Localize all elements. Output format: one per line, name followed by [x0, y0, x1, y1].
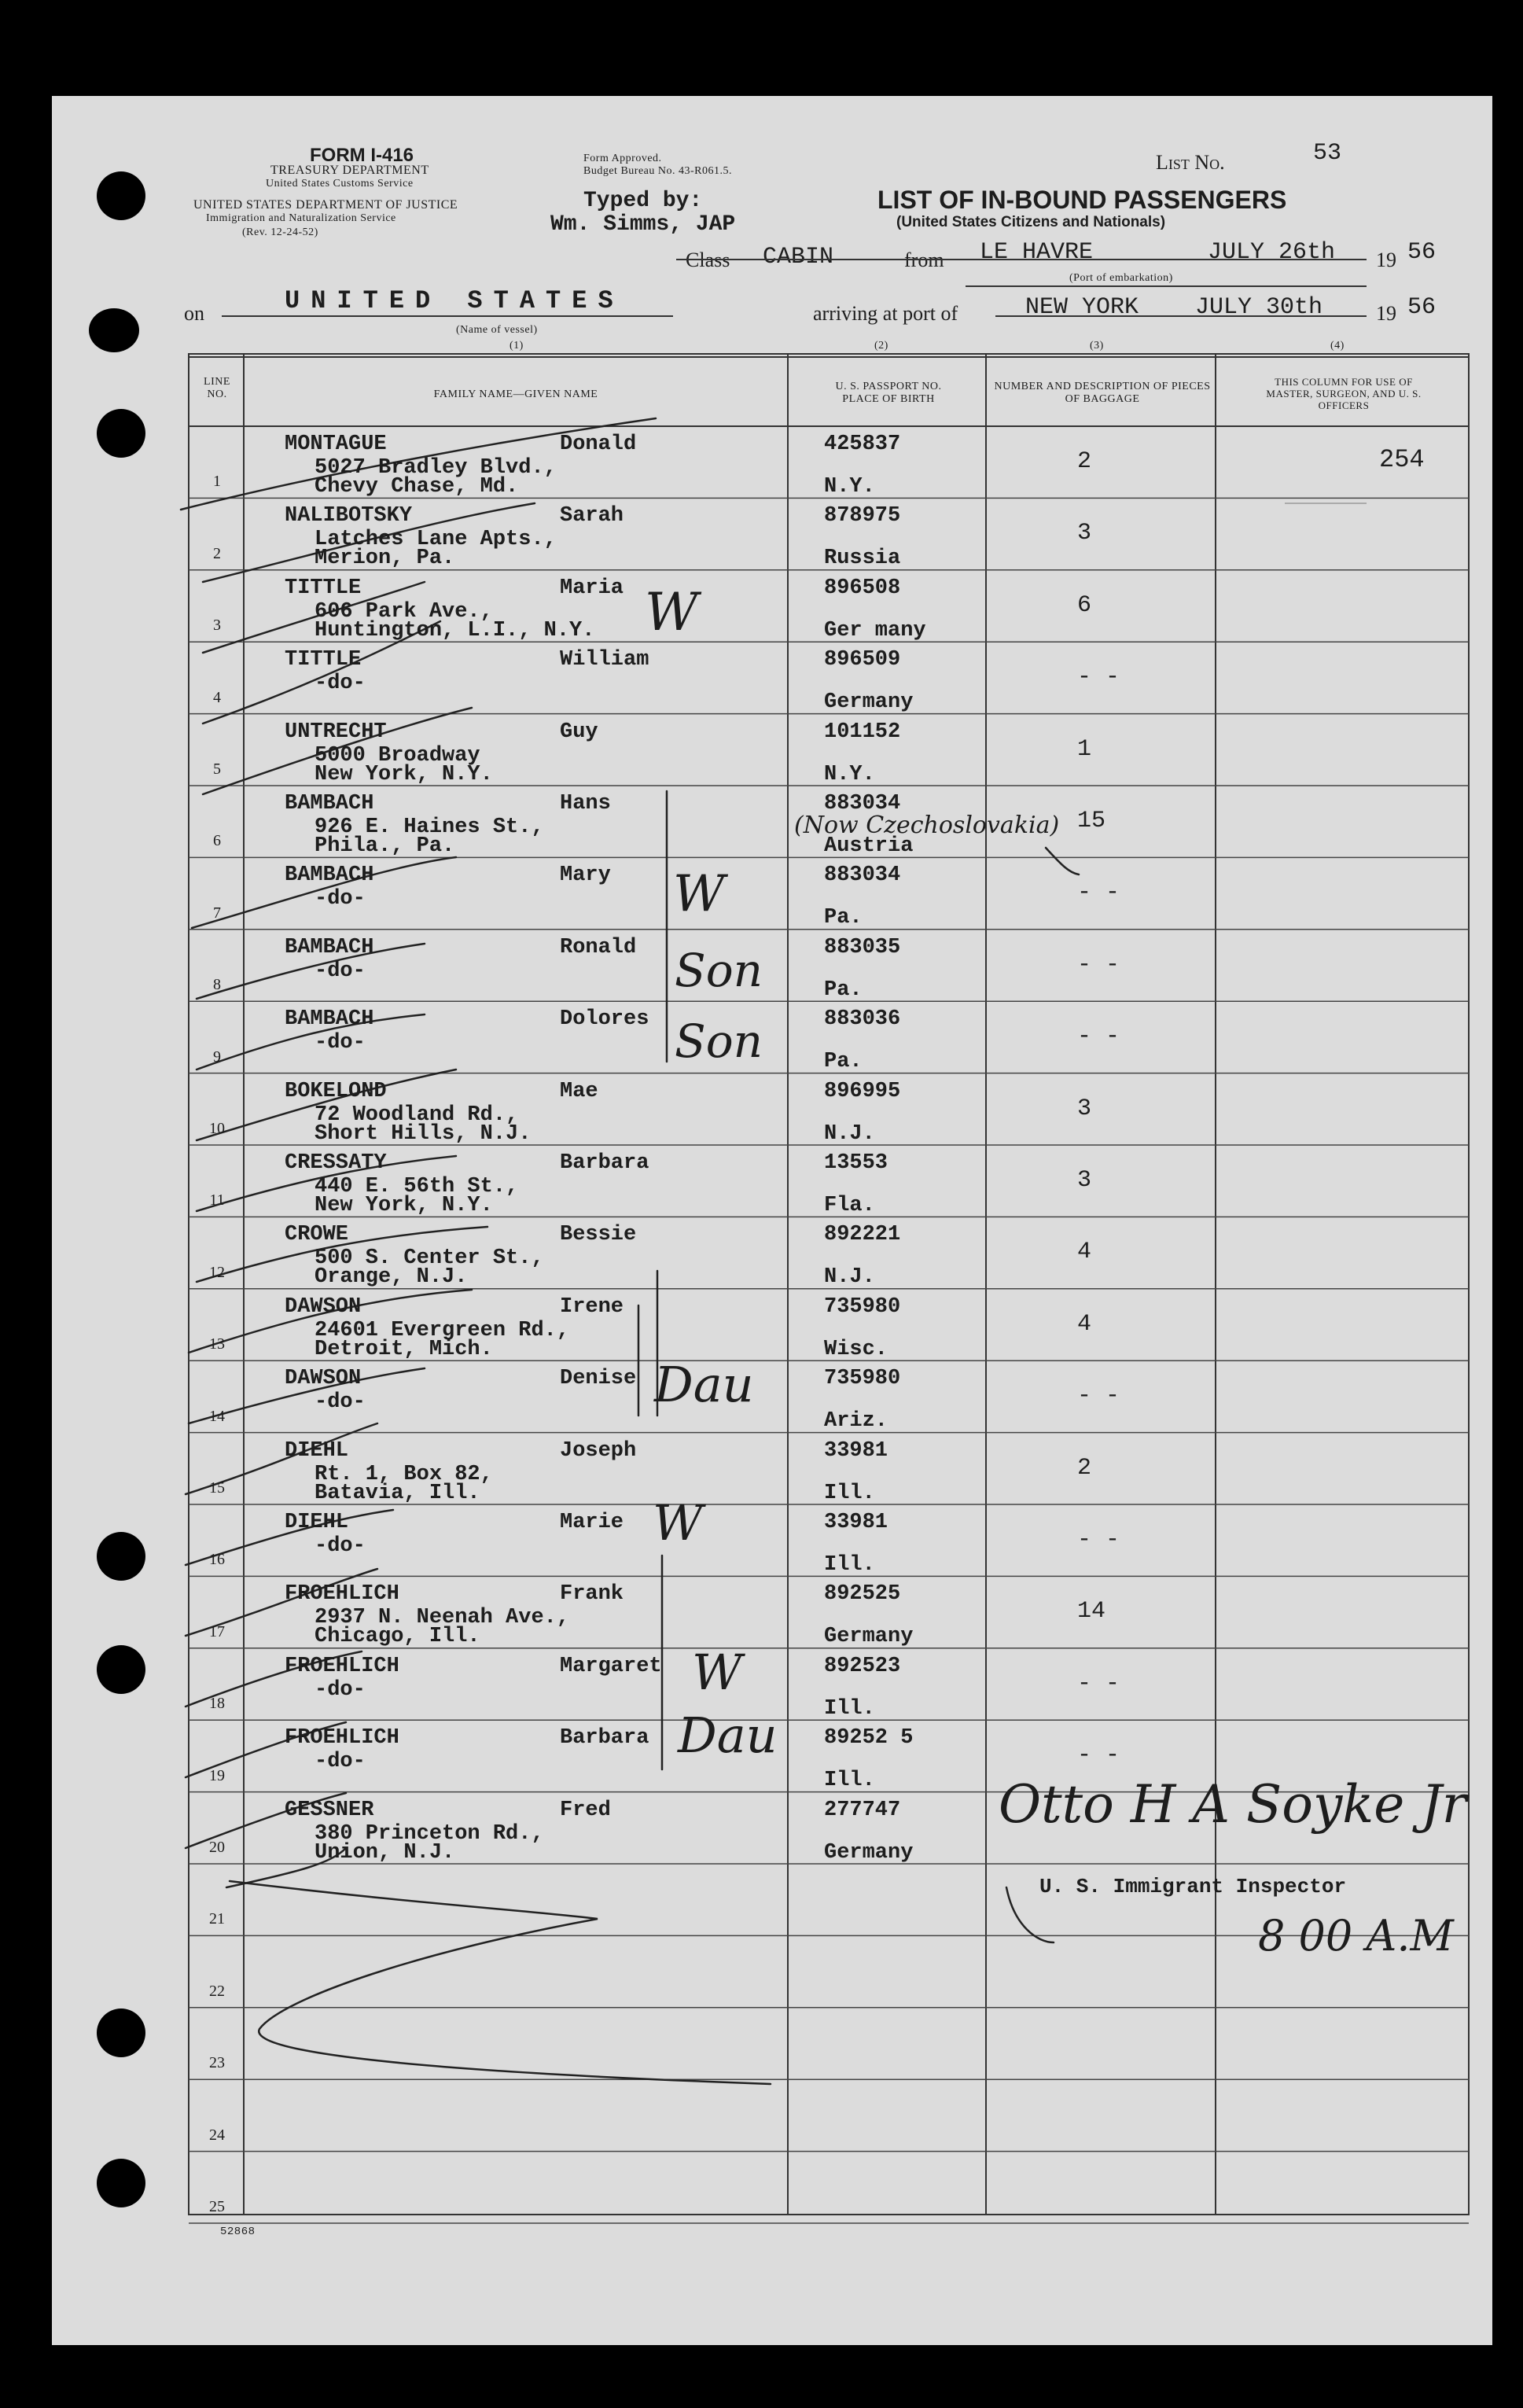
form-subtitle: (United States Citizens and Nationals)	[896, 214, 1166, 230]
passport-number: 883035	[824, 935, 901, 959]
list-no: 53	[1313, 140, 1342, 167]
address-line-1: 72 Woodland Rd.,	[315, 1103, 519, 1127]
embark-date: JULY 26th	[1208, 239, 1336, 266]
address-line-1: 380 Princeton Rd.,	[315, 1821, 544, 1846]
passport-number: 896508	[824, 576, 901, 600]
baggage-count: - -	[1077, 1742, 1120, 1769]
place-of-birth: Pa.	[824, 906, 863, 930]
passport-number: 735980	[824, 1367, 901, 1391]
place-of-birth: Pa.	[824, 1050, 863, 1074]
given-name: Marie	[560, 1511, 624, 1534]
passport-number: 33981	[824, 1438, 888, 1463]
place-of-birth: Ill.	[824, 1481, 875, 1505]
annotation-son: Son	[675, 1014, 763, 1068]
arrival-time: 8 00 A.M	[1258, 1911, 1454, 1961]
arrival-port: NEW YORK	[1025, 294, 1139, 321]
given-name: Maria	[560, 576, 624, 600]
passport-number: 883034	[824, 863, 901, 888]
revision-date: (Rev. 12-24-52)	[242, 226, 318, 238]
baggage-count: 6	[1077, 591, 1092, 619]
line-number: 22	[209, 1982, 225, 2000]
given-name: Joseph	[560, 1438, 637, 1463]
baggage-count: - -	[1077, 1670, 1120, 1697]
header-line-no: LINE NO.	[204, 376, 230, 400]
baggage-count: - -	[1077, 664, 1120, 691]
line-number: 16	[209, 1551, 225, 1569]
family-name: DIEHL	[285, 1511, 349, 1534]
line-number: 5	[213, 760, 221, 778]
line-number: 18	[209, 1695, 225, 1713]
place-of-birth: Ariz.	[824, 1409, 888, 1434]
place-of-birth: Austria	[824, 834, 914, 858]
col4-number: (4)	[1330, 340, 1345, 352]
given-name: Mary	[560, 863, 611, 888]
address-line-1: 24601 Evergreen Rd.,	[315, 1318, 570, 1342]
given-name: Barbara	[560, 1151, 649, 1175]
address-line-2: Chicago, Ill.	[315, 1625, 480, 1649]
line-number: 24	[209, 2126, 225, 2144]
annotation-w: W	[673, 865, 725, 923]
vessel-name: UNITED STATES	[285, 286, 624, 315]
line-number: 8	[213, 976, 221, 994]
given-name: Barbara	[560, 1726, 649, 1751]
col3-number: (3)	[1090, 340, 1104, 352]
annotation-dau: Dau	[654, 1356, 754, 1413]
given-name: Donald	[560, 433, 637, 456]
address-line-2: Union, N.J.	[315, 1840, 455, 1865]
vessel-caption: (Name of vessel)	[456, 324, 538, 336]
passport-number: 425837	[824, 433, 901, 456]
place-of-birth: Ill.	[824, 1769, 875, 1793]
col2-number: (2)	[874, 340, 888, 352]
address-line-1: -do-	[315, 1390, 366, 1415]
line-number: 14	[209, 1407, 225, 1425]
col1-number: (1)	[510, 340, 524, 352]
family-name: CRESSATY	[285, 1151, 387, 1175]
address-line-1: 440 E. 56th St.,	[315, 1175, 519, 1198]
place-of-birth: Ill.	[824, 1553, 875, 1577]
on-label: on	[184, 302, 204, 325]
passport-number: 735980	[824, 1294, 901, 1319]
address-line-2: Merion, Pa.	[315, 547, 455, 571]
header-officers: THIS COLUMN FOR USE OF MASTER, SURGEON, AND U. S. OFFICERS	[1266, 376, 1422, 411]
line-number: 7	[213, 904, 221, 922]
given-name: Irene	[560, 1294, 624, 1319]
family-name: TITTLE	[285, 648, 362, 672]
place-of-birth: Germany	[824, 1625, 914, 1649]
baggage-count: 3	[1077, 520, 1092, 547]
line-number: 6	[213, 832, 221, 850]
family-name: DAWSON	[285, 1294, 362, 1319]
line-number: 10	[209, 1120, 225, 1137]
line-number: 20	[209, 1839, 225, 1856]
place-of-birth: N.Y.	[824, 475, 875, 499]
baggage-count: 4	[1077, 1239, 1092, 1266]
line-number: 19	[209, 1766, 225, 1784]
passport-number: 892523	[824, 1654, 901, 1678]
class-value: CABIN	[763, 244, 834, 271]
address-line-1: -do-	[315, 887, 366, 911]
family-name: NALIBOTSKY	[285, 504, 413, 528]
address-line-1: 2937 N. Neenah Ave.,	[315, 1606, 570, 1630]
family-name: BAMBACH	[285, 935, 374, 959]
line-number: 21	[209, 1910, 225, 1928]
baggage-count: 1	[1077, 735, 1092, 763]
line-number: 25	[209, 2198, 225, 2215]
family-name: CROWE	[285, 1223, 349, 1247]
annotation-w: W	[692, 1644, 742, 1701]
baggage-count: 14	[1077, 1598, 1106, 1626]
arrival-date: JULY 30th	[1195, 294, 1323, 321]
line-number: 9	[213, 1048, 221, 1066]
baggage-count: - -	[1077, 951, 1120, 978]
line-number: 11	[209, 1191, 225, 1210]
form-approved: Form Approved.	[583, 153, 662, 164]
family-name: BAMBACH	[285, 863, 374, 888]
treasury-dept: TREASURY DEPARTMENT	[270, 164, 429, 177]
passport-number: 883036	[824, 1007, 901, 1032]
family-name: BAMBACH	[285, 1007, 374, 1032]
given-name: Bessie	[560, 1223, 637, 1247]
given-name: Mae	[560, 1079, 598, 1103]
place-of-birth: Germany	[824, 690, 914, 715]
line-number: 15	[209, 1479, 225, 1497]
address-line-1: Latches Lane Apts.,	[315, 528, 557, 552]
justice-dept: UNITED STATES DEPARTMENT OF JUSTICE	[193, 198, 458, 212]
given-name: Fred	[560, 1798, 611, 1822]
passport-number: 277747	[824, 1798, 901, 1822]
line-number: 1	[213, 473, 221, 491]
year-prefix: 19	[1376, 249, 1396, 271]
place-of-birth: Ger many	[824, 618, 926, 643]
family-name: MONTAGUE	[285, 433, 387, 456]
from-label: from	[904, 249, 944, 271]
address-line-2: Chevy Chase, Md.	[315, 475, 519, 499]
year-prefix-2: 19	[1376, 302, 1396, 325]
address-line-1: -do-	[315, 1534, 366, 1558]
line-number: 23	[209, 2054, 225, 2072]
baggage-count: - -	[1077, 1526, 1120, 1553]
family-name: BOKELOND	[285, 1079, 387, 1103]
baggage-count: 3	[1077, 1167, 1092, 1194]
line-number: 2	[213, 544, 221, 562]
port-embark-caption: (Port of embarkation)	[1069, 272, 1173, 284]
place-of-birth: Germany	[824, 1840, 914, 1865]
embark-port: LE HAVRE	[980, 239, 1094, 266]
inspector-title: U. S. Immigrant Inspector	[1039, 1875, 1347, 1898]
annotation-w: W	[645, 582, 698, 643]
passport-number: 33981	[824, 1511, 888, 1534]
given-name: Hans	[560, 792, 611, 816]
family-name: FROEHLICH	[285, 1654, 399, 1678]
address-line-1: -do-	[315, 1677, 366, 1702]
address-line-1: -do-	[315, 1750, 366, 1774]
line-number: 13	[209, 1335, 225, 1353]
address-line-1: -do-	[315, 959, 366, 983]
address-line-1: 5027 Bradley Blvd.,	[315, 456, 557, 480]
given-name: Guy	[560, 720, 598, 744]
typed-by-label: Typed by:	[583, 189, 703, 213]
arrival-year: 56	[1407, 294, 1437, 321]
place-of-birth: N.J.	[824, 1265, 875, 1290]
form-title: LIST OF IN-BOUND PASSENGERS	[877, 186, 1287, 214]
passport-number: 896995	[824, 1079, 901, 1103]
header-passport: U. S. PASSPORT NO. PLACE OF BIRTH	[835, 381, 942, 405]
baggage-count: 15	[1077, 808, 1106, 834]
embark-year: 56	[1407, 239, 1437, 266]
address-line-1: 926 E. Haines St.,	[315, 816, 544, 839]
passport-number: 101152	[824, 720, 901, 744]
family-name: UNTRECHT	[285, 720, 387, 744]
footer-code: 52868	[220, 2226, 256, 2238]
place-of-birth: N.Y.	[824, 762, 875, 786]
family-name: DAWSON	[285, 1367, 362, 1391]
address-line-1: Rt. 1, Box 82,	[315, 1462, 493, 1486]
passport-number: 892525	[824, 1582, 901, 1607]
passport-number: 878975	[824, 504, 901, 528]
family-name: BAMBACH	[285, 792, 374, 816]
baggage-count: 3	[1077, 1095, 1092, 1122]
baggage-count: 2	[1077, 1454, 1092, 1482]
arriving-label: arriving at port of	[813, 302, 958, 325]
passport-number: 892221	[824, 1223, 901, 1247]
family-name: TITTLE	[285, 576, 362, 600]
given-name: Dolores	[560, 1007, 649, 1032]
baggage-count: 4	[1077, 1310, 1092, 1338]
address-line-1: 5000 Broadway	[315, 743, 480, 768]
address-line-2: Phila., Pa.	[315, 834, 455, 858]
passport-number: 896509	[824, 648, 901, 672]
officer-note: 254	[1379, 445, 1425, 474]
family-name: DIEHL	[285, 1438, 349, 1463]
budget-bureau: Budget Bureau No. 43-R061.5.	[583, 165, 732, 177]
address-line-1: -do-	[315, 672, 366, 696]
address-line-2: Huntington, L.I., N.Y.	[315, 618, 595, 643]
ins-service: Immigration and Naturalization Service	[206, 212, 396, 224]
header-baggage: NUMBER AND DESCRIPTION OF PIECES OF BAGGAGE	[994, 381, 1211, 405]
address-line-2: Short Hills, N.J.	[315, 1121, 532, 1146]
address-line-2: Orange, N.J.	[315, 1265, 468, 1290]
customs-service: United States Customs Service	[266, 178, 414, 190]
place-of-birth: Russia	[824, 547, 901, 571]
baggage-count: - -	[1077, 1023, 1120, 1051]
given-name: Denise	[560, 1367, 637, 1391]
given-name: Sarah	[560, 504, 624, 528]
annotation-son: Son	[675, 944, 763, 997]
baggage-count: 2	[1077, 448, 1092, 475]
baggage-count: - -	[1077, 1383, 1120, 1410]
address-line-2: New York, N.Y.	[315, 762, 493, 786]
line-number: 17	[209, 1622, 225, 1640]
given-name: Ronald	[560, 935, 637, 959]
class-label: Class	[686, 249, 730, 271]
address-line-1: 606 Park Ave.,	[315, 599, 493, 624]
address-line-2: Batavia, Ill.	[315, 1481, 480, 1505]
form-number: FORM I-416	[310, 145, 414, 166]
list-no-label: List No.	[1156, 151, 1225, 174]
baggage-count: - -	[1077, 879, 1120, 907]
passport-number: 89252 5	[824, 1726, 914, 1751]
address-line-2: Detroit, Mich.	[315, 1337, 493, 1361]
family-name: GESSNER	[285, 1798, 374, 1822]
line-number: 3	[213, 617, 221, 635]
place-of-birth: Fla.	[824, 1194, 875, 1217]
passport-number: 883034	[824, 792, 901, 816]
given-name: Margaret	[560, 1654, 662, 1678]
family-name: FROEHLICH	[285, 1726, 399, 1751]
place-of-birth: Wisc.	[824, 1337, 888, 1361]
header-name: FAMILY NAME—GIVEN NAME	[433, 388, 598, 400]
address-line-1: 500 S. Center St.,	[315, 1246, 544, 1271]
place-of-birth: Ill.	[824, 1696, 875, 1721]
address-line-1: -do-	[315, 1031, 366, 1055]
place-of-birth: N.J.	[824, 1121, 875, 1146]
address-line-2: New York, N.Y.	[315, 1194, 493, 1217]
line-number: 12	[209, 1263, 225, 1281]
passport-number: 13553	[824, 1151, 888, 1175]
family-name: FROEHLICH	[285, 1582, 399, 1607]
annotation-czech: (Now Czechoslovakia)	[794, 812, 1060, 839]
inspector-signature: Otto H A Soyke Jr	[999, 1774, 1467, 1835]
given-name: William	[560, 648, 649, 672]
given-name: Frank	[560, 1582, 624, 1607]
line-number: 4	[213, 688, 221, 706]
place-of-birth: Pa.	[824, 978, 863, 1002]
typed-by-name: Wm. Simms, JAP	[550, 212, 736, 237]
annotation-w: W	[653, 1494, 703, 1552]
annotation-dau: Dau	[678, 1707, 778, 1764]
